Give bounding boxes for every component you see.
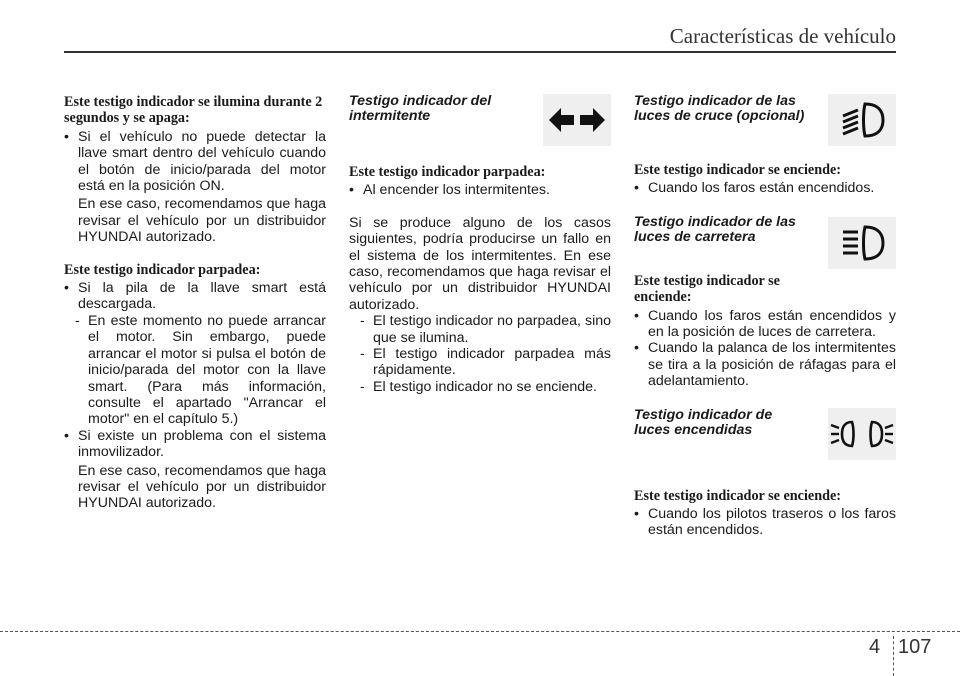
position-lights-bullet: • Cuando los pilotos traseros o los faros están encendidos. — [634, 506, 896, 539]
block2-bullet-1: • Si la pila de la llave smart está descargada. — [64, 280, 326, 313]
turn-signal-list — [349, 182, 611, 198]
low-beam-title: Este testigo indicador se enciende: — [634, 162, 842, 178]
block2-dash: - En este momento no puede arrancar el motor. Sin embargo, puede arrancar el motor si pulsa el botón de inicio/parada del motor con la llave smart. (Para más información, consulte el apartado "Arrancar el motor" en el capítulo 5.) — [64, 313, 326, 428]
turn-signal-paragraph: Si se produce alguno de los casos siguientes, podría producirse un fallo en el sistema de los intermitentes. En ese caso, recomendamos que haga revisar el vehículo por un distribuidor HYUNDAI autorizado. — [349, 214, 611, 313]
position-lights-title: Este testigo indicador se enciende: — [634, 487, 842, 504]
block2-dash-list — [64, 313, 326, 428]
position-lights-heading-row — [634, 408, 896, 488]
turn-signal-icon-box — [543, 94, 611, 146]
footer-rule — [0, 631, 960, 632]
block1-list — [64, 129, 326, 195]
high-beam-title: Este testigo indicador se enciende: — [634, 272, 780, 306]
block2-followup: En ese caso, recomendamos que haga revisar el vehículo por un distribuidor HYUNDAI autorizado. — [78, 462, 326, 512]
chapter-number: 4 — [869, 636, 881, 658]
turn-signal-dash-1: - El testigo indicador no parpadea, sino que se ilumina. — [349, 313, 611, 346]
turn-signal-dash-2: - El testigo indicador parpadea más rápidamente. — [349, 346, 611, 379]
low-beam-icon-box — [828, 94, 896, 146]
running-header-title: Características de vehículo — [669, 24, 896, 48]
high-beam-heading: Testigo indicador de las luces de carretera — [634, 213, 796, 245]
turn-signal-dash-list — [349, 313, 611, 395]
high-beam-bullet-2: • Cuando la palanca de los intermitentes se tira a la posición de ráfagas para el adelantamiento. — [634, 340, 896, 389]
block1-title: Este testigo indicador se ilumina durante 2 segundos y se apaga: — [64, 94, 323, 127]
position-lights-icon-box — [828, 408, 896, 460]
block2-bullet-2: • Si existe un problema con el sistema inmovilizador. — [64, 428, 326, 461]
high-beam-bullet-1: • Cuando los faros están encendidos y en la posición de luces de carretera. — [634, 308, 896, 341]
column-1 — [64, 94, 326, 512]
turn-signal-arrows-icon — [547, 105, 607, 135]
low-beam-list — [634, 180, 896, 196]
high-beam-icon-box — [828, 217, 896, 269]
turn-signal-bullet: • Al encender los intermitentes. — [349, 182, 611, 198]
column-2 — [349, 94, 611, 395]
turn-signal-heading: Testigo indicador del intermitente — [349, 93, 492, 124]
high-beam-heading-row — [634, 215, 896, 273]
low-beam-heading: Testigo indicador de las luces de cruce (opcional) — [634, 93, 805, 124]
turn-signal-dash-3: - El testigo indicador no se enciende. — [349, 379, 611, 395]
position-lights-list — [634, 506, 896, 539]
turn-signal-title: Este testigo indicador parpadea: — [349, 164, 546, 180]
column-3 — [634, 94, 896, 539]
turn-signal-heading-row — [349, 94, 611, 164]
page-number: 107 — [898, 636, 932, 658]
page-number-separator — [893, 636, 894, 676]
high-beam-list — [634, 308, 896, 390]
position-lights-heading: Testigo indicador de luces encendidas — [634, 406, 773, 438]
low-beam-bullet: • Cuando los faros están encendidos. — [634, 180, 896, 196]
block2-title: Este testigo indicador parpadea: — [64, 261, 261, 278]
block1-bullet: • Si el vehículo no puede detectar la llave smart dentro del vehículo cuando el botón de inicio/parada del motor está en la posición ON. — [64, 129, 326, 195]
low-beam-icon — [839, 100, 885, 140]
header-rule — [64, 51, 896, 53]
block1-followup: En ese caso, recomendamos que haga revisar el vehículo por un distribuidor HYUNDAI autorizado. — [78, 196, 326, 246]
position-lights-icon — [830, 417, 894, 451]
low-beam-heading-row — [634, 94, 896, 162]
block2-list-b — [64, 428, 326, 461]
high-beam-icon — [839, 223, 885, 263]
block2-list — [64, 280, 326, 313]
